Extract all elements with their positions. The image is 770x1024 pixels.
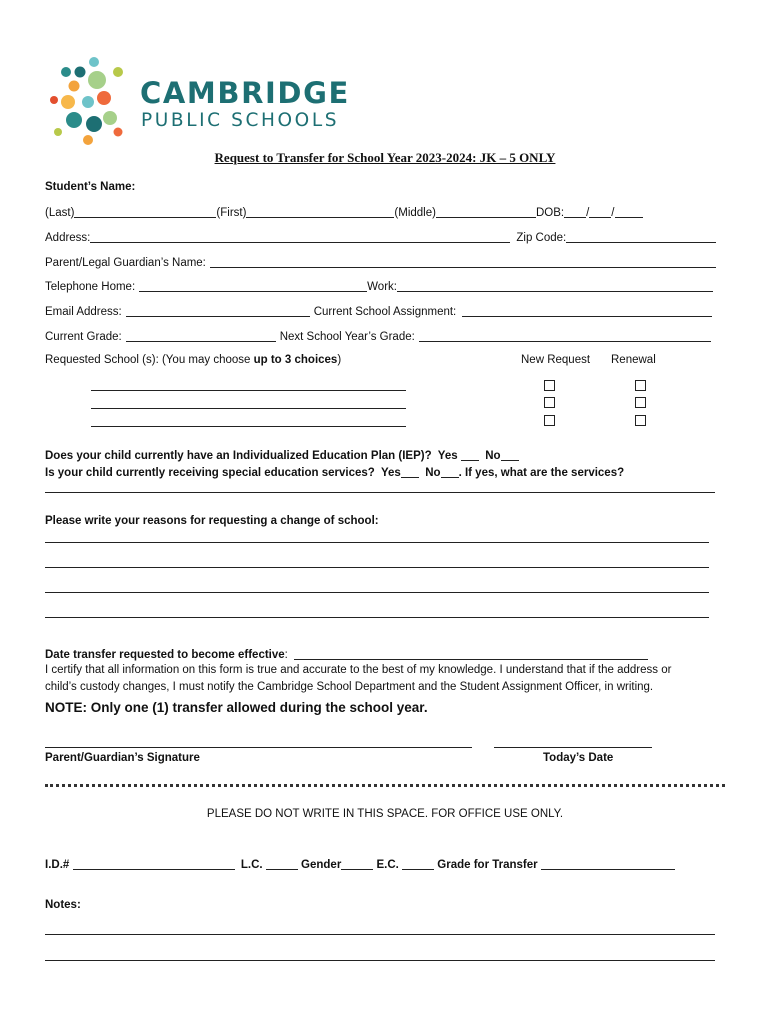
middle-name-label: (Middle): [394, 207, 436, 219]
sped-no-label: No: [425, 467, 441, 479]
requested-label-bold: up to 3 choices: [253, 354, 338, 366]
certify-line-2: child’s custody changes, I must notify the Cambridge School Department and the Student Assignment Officer, in writing.: [45, 681, 654, 693]
first-name-field[interactable]: [246, 205, 394, 218]
reasons-line-3[interactable]: [45, 592, 709, 593]
renewal-checkbox-1[interactable]: [635, 380, 646, 391]
logo-subtitle: PUBLIC SCHOOLS: [141, 110, 340, 131]
ec-field[interactable]: [402, 857, 434, 870]
new-request-checkbox-2[interactable]: [544, 397, 555, 408]
lc-label: L.C.: [240, 859, 263, 871]
requested-school-label: [45, 354, 341, 366]
address-field[interactable]: [90, 230, 510, 243]
current-grade-field[interactable]: [126, 329, 276, 342]
dob-year-field[interactable]: [615, 205, 643, 218]
student-name-heading: Student’s Name:: [45, 181, 136, 193]
reasons-label: Please write your reasons for requesting a change of school:: [45, 515, 379, 527]
parent-signature-field[interactable]: [45, 747, 472, 748]
logo-dot: [61, 95, 75, 109]
dob-separator: /: [611, 207, 615, 219]
logo-dot: [69, 81, 80, 92]
ec-label: E.C.: [376, 859, 399, 871]
logo-dot: [50, 96, 58, 104]
reasons-line-4[interactable]: [45, 617, 709, 618]
today-date-field[interactable]: [494, 747, 652, 748]
renewal-checkbox-2[interactable]: [635, 397, 646, 408]
grade-row: [45, 329, 711, 343]
guardian-row: [45, 255, 716, 269]
office-fields-row: [45, 857, 675, 871]
dob-separator: /: [586, 207, 590, 219]
sped-question-text: Is your child currently receiving special education services?: [45, 467, 375, 479]
renewal-checkbox-3[interactable]: [635, 415, 646, 426]
cambridge-logo: [44, 54, 374, 150]
dob-month-field[interactable]: [564, 205, 586, 218]
school-choice-2-field[interactable]: [91, 408, 406, 409]
logo-dot: [54, 128, 62, 136]
logo-dot: [75, 67, 86, 78]
first-name-label: (First): [216, 207, 247, 219]
iep-yes-label: Yes: [437, 450, 458, 462]
transfer-note: NOTE: Only one (1) transfer allowed during the school year.: [45, 700, 428, 715]
logo-dot: [83, 135, 93, 145]
form-title: Request to Transfer for School Year 2023-2024: JK – 5 ONLY: [214, 150, 556, 165]
sped-yes-label: Yes: [381, 467, 401, 479]
sped-question: Is your child currently receiving special education services? Yes No . If yes, what are the services?: [45, 467, 625, 479]
requested-label-close: ): [337, 354, 342, 366]
logo-dot: [88, 71, 106, 89]
email-row: [45, 304, 712, 318]
middle-name-field[interactable]: [436, 205, 536, 218]
id-field[interactable]: [73, 857, 235, 870]
zip-label: Zip Code:: [516, 232, 567, 244]
notes-label: Notes:: [45, 899, 81, 911]
reasons-line-1[interactable]: [45, 542, 709, 543]
guardian-label: Parent/Legal Guardian’s Name:: [45, 257, 206, 269]
telephone-row: [45, 279, 713, 293]
logo-title: CAMBRIDGE: [140, 76, 350, 110]
logo-dot: [103, 111, 117, 125]
renewal-header: Renewal: [611, 354, 656, 366]
iep-question-text: Does your child currently have an Individualized Education Plan (IEP)?: [45, 450, 432, 462]
student-name-row: [45, 205, 643, 219]
school-choice-3-field[interactable]: [91, 426, 406, 427]
last-name-label: (Last): [45, 207, 75, 219]
current-grade-label: Current Grade:: [45, 331, 122, 343]
next-grade-field[interactable]: [419, 329, 711, 342]
logo-dot: [86, 116, 102, 132]
iep-no-field[interactable]: [501, 448, 519, 461]
notes-line-2[interactable]: [45, 960, 715, 961]
logo-dot: [61, 67, 71, 77]
logo-dot: [113, 67, 123, 77]
id-label: I.D.#: [45, 859, 70, 871]
last-name-field[interactable]: [74, 205, 216, 218]
logo-dot: [82, 96, 94, 108]
phone-work-field[interactable]: [397, 279, 713, 292]
gender-label: Gender: [301, 859, 342, 871]
effective-date-label: Date transfer requested to become effective: [45, 649, 285, 661]
today-date-label: Today’s Date: [543, 752, 614, 764]
dob-day-field[interactable]: [589, 205, 611, 218]
iep-no-label: No: [485, 450, 501, 462]
notes-line-1[interactable]: [45, 934, 715, 935]
logo-dot: [89, 57, 99, 67]
gender-field[interactable]: [341, 857, 373, 870]
iep-yes-field[interactable]: [461, 448, 479, 461]
address-label: Address:: [45, 232, 91, 244]
phone-home-field[interactable]: [139, 279, 367, 292]
current-school-field[interactable]: [462, 304, 712, 317]
sped-services-prompt: If yes, what are the services?: [464, 467, 625, 479]
reasons-line-2[interactable]: [45, 567, 709, 568]
next-grade-label: Next School Year’s Grade:: [279, 331, 415, 343]
iep-question: [45, 448, 519, 462]
email-label: Email Address:: [45, 306, 122, 318]
phone-home-label: Telephone Home:: [45, 281, 136, 293]
sped-no-field[interactable]: [441, 465, 459, 478]
phone-work-label: Work:: [367, 281, 397, 293]
guardian-field[interactable]: [210, 255, 716, 268]
email-field[interactable]: [126, 304, 310, 317]
new-request-header: New Request: [521, 354, 591, 366]
dob-label: DOB:: [535, 207, 565, 219]
sped-yes-field[interactable]: [401, 465, 419, 478]
effective-date-field[interactable]: [294, 647, 648, 660]
office-use-header: PLEASE DO NOT WRITE IN THIS SPACE. FOR OFFICE USE ONLY.: [206, 808, 564, 820]
parent-signature-label: Parent/Guardian’s Signature: [45, 752, 200, 764]
effective-date-row: Date transfer requested to become effective:: [45, 647, 648, 661]
logo-dot: [97, 91, 111, 105]
requested-label-text: Requested School (s): (You may choose: [45, 354, 254, 366]
grade-transfer-field[interactable]: [541, 857, 675, 870]
services-field[interactable]: [45, 492, 715, 493]
address-row: [45, 230, 716, 244]
grade-transfer-label: Grade for Transfer: [437, 859, 538, 871]
new-request-checkbox-3[interactable]: [544, 415, 555, 426]
certify-line-1: I certify that all information on this form is true and accurate to the best of my knowledge. I understand that if the address or: [45, 664, 672, 676]
lc-field[interactable]: [266, 857, 298, 870]
current-school-label: Current School Assignment:: [313, 306, 457, 318]
school-choice-1-field[interactable]: [91, 390, 406, 391]
new-request-checkbox-1[interactable]: [544, 380, 555, 391]
office-divider: [45, 784, 725, 787]
logo-dot: [66, 112, 82, 128]
zip-field[interactable]: [566, 230, 716, 243]
logo-dots-icon: [44, 54, 134, 150]
logo-dot: [114, 128, 123, 137]
